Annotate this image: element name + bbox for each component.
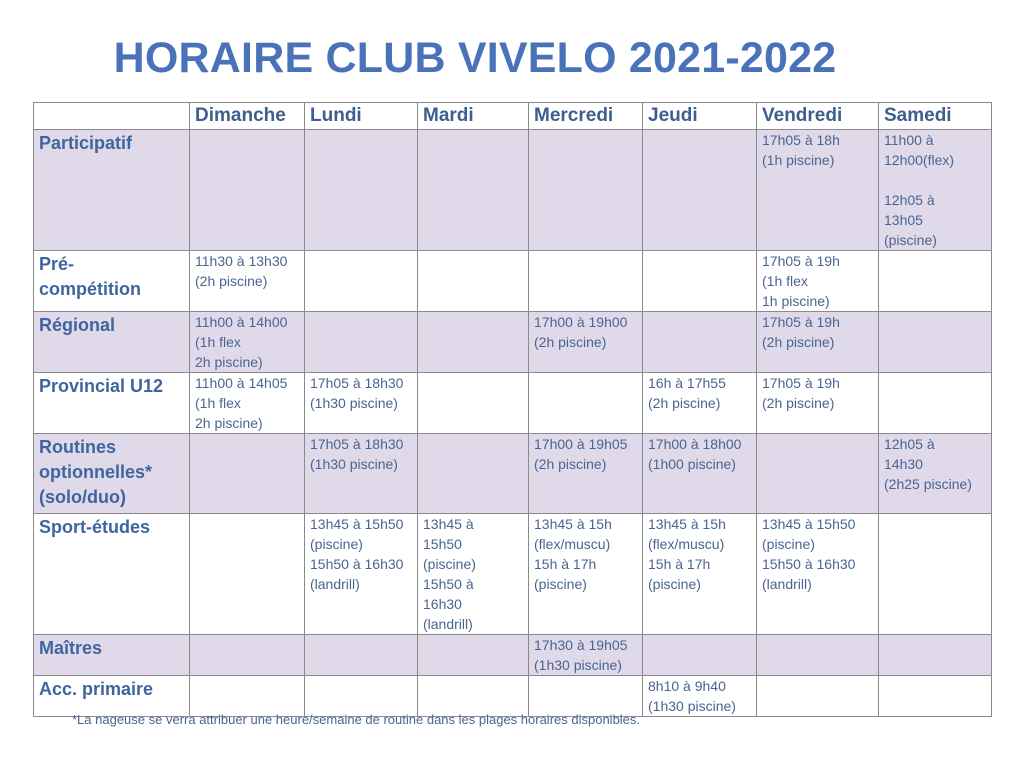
table-row	[34, 312, 992, 373]
schedule-cell	[418, 251, 529, 312]
row-label: Routines optionnelles* (solo/duo)	[34, 434, 190, 514]
schedule-cell: 11h00 à 14h00 (1h flex 2h piscine)	[190, 312, 305, 373]
day-header: Mercredi	[529, 103, 643, 130]
header-row	[34, 103, 992, 130]
schedule-cell	[305, 676, 418, 717]
schedule-cell	[305, 635, 418, 676]
schedule-cell	[418, 434, 529, 514]
schedule-table	[33, 102, 992, 717]
schedule-cell	[757, 434, 879, 514]
schedule-cell	[190, 130, 305, 251]
schedule-cell	[757, 676, 879, 717]
day-header: Lundi	[305, 103, 418, 130]
schedule-cell	[879, 251, 992, 312]
schedule-cell	[305, 130, 418, 251]
schedule-cell: 12h05 à 14h30 (2h25 piscine)	[879, 434, 992, 514]
schedule-cell	[190, 434, 305, 514]
schedule-cell	[757, 635, 879, 676]
table-row	[34, 514, 992, 635]
schedule-cell: 8h10 à 9h40 (1h30 piscine)	[643, 676, 757, 717]
row-label: Participatif	[34, 130, 190, 251]
schedule-cell: 17h30 à 19h05 (1h30 piscine)	[529, 635, 643, 676]
table-row	[34, 130, 992, 251]
table-row	[34, 373, 992, 434]
schedule-cell: 11h00 à 12h00(flex) 12h05 à 13h05 (piscine)	[879, 130, 992, 251]
table-row	[34, 676, 992, 717]
row-label: Acc. primaire	[34, 676, 190, 717]
schedule-cell	[643, 312, 757, 373]
schedule-cell	[418, 373, 529, 434]
table-row	[34, 635, 992, 676]
schedule-cell: 11h30 à 13h30 (2h piscine)	[190, 251, 305, 312]
table-row	[34, 434, 992, 514]
schedule-cell: 17h05 à 19h (2h piscine)	[757, 373, 879, 434]
schedule-cell	[643, 130, 757, 251]
corner-cell	[34, 103, 190, 130]
schedule-cell	[190, 635, 305, 676]
row-label: Sport-études	[34, 514, 190, 635]
day-header: Mardi	[418, 103, 529, 130]
table-row	[34, 251, 992, 312]
schedule-cell: 17h05 à 19h (1h flex 1h piscine)	[757, 251, 879, 312]
day-header: Jeudi	[643, 103, 757, 130]
schedule-cell	[418, 130, 529, 251]
schedule-cell: 17h05 à 18h30 (1h30 piscine)	[305, 373, 418, 434]
schedule-cell: 17h00 à 19h00 (2h piscine)	[529, 312, 643, 373]
day-header: Vendredi	[757, 103, 879, 130]
schedule-cell	[305, 312, 418, 373]
schedule-cell	[879, 312, 992, 373]
footnote: *La nageuse se verra attribuer une heure/semaine de routine dans les plages horaires disponibles.	[72, 712, 641, 727]
schedule-cell	[529, 676, 643, 717]
schedule-cell	[418, 312, 529, 373]
page-title: HORAIRE CLUB VIVELO 2021-2022	[113, 34, 837, 82]
schedule-cell: 17h00 à 18h00 (1h00 piscine)	[643, 434, 757, 514]
schedule-cell: 17h05 à 18h30 (1h30 piscine)	[305, 434, 418, 514]
schedule-cell: 13h45 à 15h50 (piscine) 15h50 à 16h30 (landrill)	[305, 514, 418, 635]
row-label: Provincial U12	[34, 373, 190, 434]
schedule-cell: 17h05 à 18h (1h piscine)	[757, 130, 879, 251]
row-label: Maîtres	[34, 635, 190, 676]
schedule-cell	[305, 251, 418, 312]
schedule-cell: 17h00 à 19h05 (2h piscine)	[529, 434, 643, 514]
schedule-cell	[879, 373, 992, 434]
schedule-cell	[190, 514, 305, 635]
schedule-cell: 13h45 à 15h (flex/muscu) 15h à 17h (piscine)	[529, 514, 643, 635]
schedule-cell: 16h à 17h55 (2h piscine)	[643, 373, 757, 434]
schedule-cell: 13h45 à 15h (flex/muscu) 15h à 17h (piscine)	[643, 514, 757, 635]
schedule-cell: 13h45 à 15h50 (piscine) 15h50 à 16h30 (landrill)	[418, 514, 529, 635]
schedule-cell	[879, 676, 992, 717]
schedule-cell	[418, 676, 529, 717]
schedule-cell	[643, 251, 757, 312]
row-label: Régional	[34, 312, 190, 373]
schedule-cell: 17h05 à 19h (2h piscine)	[757, 312, 879, 373]
row-label: Pré- compétition	[34, 251, 190, 312]
day-header: Dimanche	[190, 103, 305, 130]
schedule-cell	[529, 373, 643, 434]
schedule-cell: 13h45 à 15h50 (piscine) 15h50 à 16h30 (landrill)	[757, 514, 879, 635]
schedule-cell	[190, 676, 305, 717]
schedule-cell	[529, 251, 643, 312]
schedule-cell	[529, 130, 643, 251]
schedule-cell: 11h00 à 14h05 (1h flex 2h piscine)	[190, 373, 305, 434]
day-header: Samedi	[879, 103, 992, 130]
schedule-cell	[643, 635, 757, 676]
schedule-cell	[879, 635, 992, 676]
schedule-cell	[418, 635, 529, 676]
schedule-cell	[879, 514, 992, 635]
